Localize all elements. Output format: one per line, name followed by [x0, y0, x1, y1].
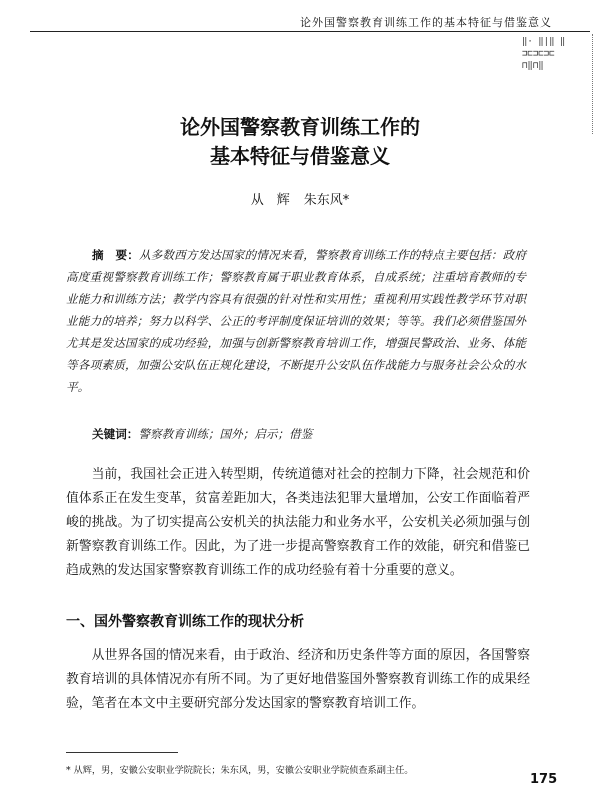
author-1: 从 辉 — [250, 193, 290, 208]
authors — [0, 189, 600, 208]
abstract-label: 摘 要： — [92, 248, 139, 262]
running-head: 论外国警察教育训练工作的基本特征与借鉴意义 — [300, 16, 552, 29]
title-line-1: 论外国警察教育训练工作的 — [180, 115, 420, 139]
keywords-text: 警察教育训练；国外；启示；借鉴 — [138, 427, 313, 441]
page-number: 175 — [530, 772, 558, 787]
footnote: * 从辉，男，安徽公安职业学院院长；朱东风，男，安徽公安职业学院侦查系副主任。 — [66, 765, 414, 776]
footnote-rule — [66, 752, 178, 753]
header-rule — [30, 31, 590, 32]
article-title — [0, 113, 600, 171]
library-stamp: ‖· ‖|‖ ‖ ⊐⊏⊐⊏⊐⊏ ⊓‖⊓‖ — [522, 37, 566, 71]
section-heading: 一、国外警察教育训练工作的现状分析 — [66, 614, 304, 630]
title-line-2: 基本特征与借鉴意义 — [210, 144, 390, 168]
body-paragraph-1: 当前，我国社会正进入转型期，传统道德对社会的控制力下降，社会规范和价值体系正在发生变革，贫富差距加大，各类违法犯罪大量增加，公安工作面临着严峻的挑战。为了切实提高公安机关的执法能力和业务水平，公安机关必须加强与创新警察教育训练工作。因此，为了进一步提高警察教育工作的效能，研究和借鉴已趋成熟的发达国家警察教育训练工作的成功经验有着十分重要的意义。 — [66, 467, 530, 578]
body-paragraph-2: 从世界各国的情况来看，由于政治、经济和历史条件等方面的原因，各国警察教育培训的具体情况亦有所不同。为了更好地借鉴国外警察教育训练工作的成果经验，笔者在本文中主要研究部分发达国家的警察教育培训工作。 — [66, 648, 530, 711]
abstract-text: 从多数西方发达国家的情况来看，警察教育训练工作的特点主要包括：政府高度重视警察教育训练工作；警察教育属于职业教育体系，自成系统；注重培育教师的专业能力和训练方法；教学内容具有很强的针对性和实用性；重视利用实践性教学环节对职业能力的培养；努力以科学、公正的考评制度保证培训的效果；等等。我们必须借鉴国外尤其是发达国家的成功经验，加强与创新警察教育培训工作，增强民警政治、业务、体能等各项素质，加强公安队伍正规化建设，不断提升公安队伍作战能力与服务社会公众的水平。 — [66, 248, 526, 394]
abstract — [66, 244, 526, 398]
keywords — [92, 424, 522, 444]
author-2: 朱东风* — [303, 193, 350, 208]
keywords-label: 关键词： — [92, 427, 139, 441]
